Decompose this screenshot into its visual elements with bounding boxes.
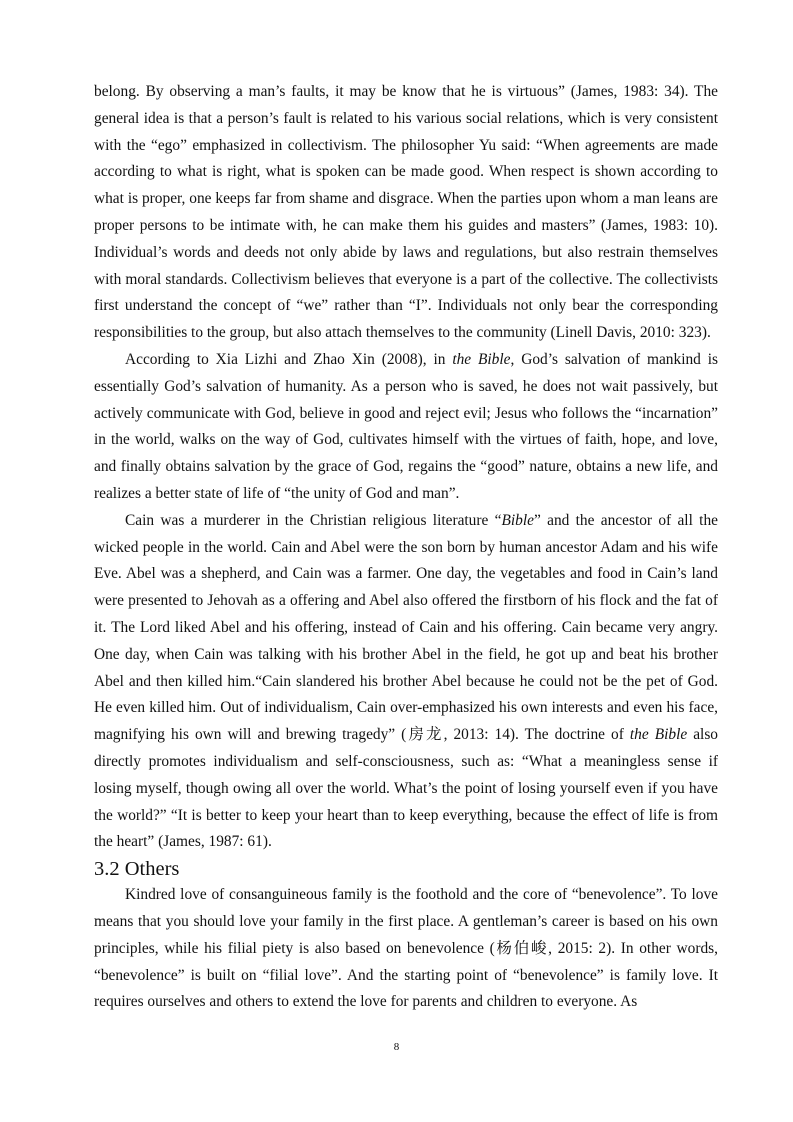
text-run: ” and the ancestor of all the wicked people in the world. Cain and Abel were the son born by human ancestor Adam and his wife Eve. Abel was a shepherd, and Cain was a farmer. One day, the vegetables and food in Cain’s land were presented to Jehovah as a offering and Abel also offered the firstborn of his flock and the fat of it. The Lord liked Abel and his offering, instead of Cain and his offering. Cain became very angry. One day, when Cain was talking with his brother Abel in the field, he got up and beat his brother Abel and then killed him.“Cain slandered his brother Abel because he could not be the pet of God. He even killed him. Out of individualism, Cain over-emphasized his own interests and even his face, magnifying his own will and brewing tragedy” (房龙, 2013: 14). The doctrine of xyxy=(94,511,718,744)
paragraph-4 xyxy=(94,882,718,1016)
italic-text-run: the Bible xyxy=(629,726,688,744)
italic-text-run: Bible xyxy=(501,511,534,529)
paragraph-1 xyxy=(94,79,718,347)
paragraph-2 xyxy=(94,347,718,508)
section-heading: 3.2 Others xyxy=(94,858,180,881)
text-run: According to Xia Lizhi and Zhao Xin (2008), in xyxy=(125,350,453,368)
text-run: Cain was a murderer in the Christian religious literature “ xyxy=(125,511,502,529)
text-run: belong. By observing a man’s faults, it may be know that he is virtuous” (James, 1983: 34). The general idea is that a person’s fault is related to his various social relations, which is very consistent with the “ego” emphasized in collectivism. The philosopher Yu said: “When agreements are made according to what is right, what is spoken can be made good. When respect is shown according to what is proper, one keeps far from shame and disgrace. When the parties upon whom a man leans are proper persons to be intimate with, he can make them his guides and masters” (James, 1983: 10). Individual’s words and deeds not only abide by laws and regulations, but also restrain themselves with moral standards. Collectivism believes that everyone is a part of the collective. The collectivists first understand the concept of “we” rather than “I”. Individuals not only bear the corresponding responsibilities to the group, but also attach themselves to the community (Linell Davis, 2010: 323). xyxy=(94,83,718,342)
text-run: , God’s salvation of mankind is essentially God’s salvation of humanity. As a person who is saved, he does not wait passively, but actively communicate with God, believe in good and reject evil; Jesus who follows the “incarnation” in the world, walks on the way of God, cultivates himself with the virtues of faith, hope, and love, and finally obtains salvation by the grace of God, regains the “good” nature, obtains a new life, and realizes a better state of life of “the unity of God and man”. xyxy=(94,350,718,502)
paragraph-3 xyxy=(94,508,718,856)
text-run: also directly promotes individualism and self-consciousness, such as: “What a meaningless sense if losing myself, though owing all over the world. What’s the point of losing yourself even if you have the world?” “It is better to keep your heart than to keep everything, because the effect of life is from the heart” (James, 1987: 61). xyxy=(94,726,719,851)
text-run: Kindred love of consanguineous family is the foothold and the core of “benevolence”. To love means that you should love your family in the first place. A gentleman’s career is based on his own principles, while his filial piety is also based on benevolence (杨伯峻, 2015: 2). In other words, “benevolence” is built on “filial love”. And the starting point of “benevolence” is family love. It requires ourselves and others to extend the love for parents and children to everyone. As xyxy=(94,886,718,1011)
italic-text-run: the Bible xyxy=(452,350,511,368)
page-number: 8 xyxy=(393,1041,400,1053)
page-body xyxy=(94,79,718,1016)
